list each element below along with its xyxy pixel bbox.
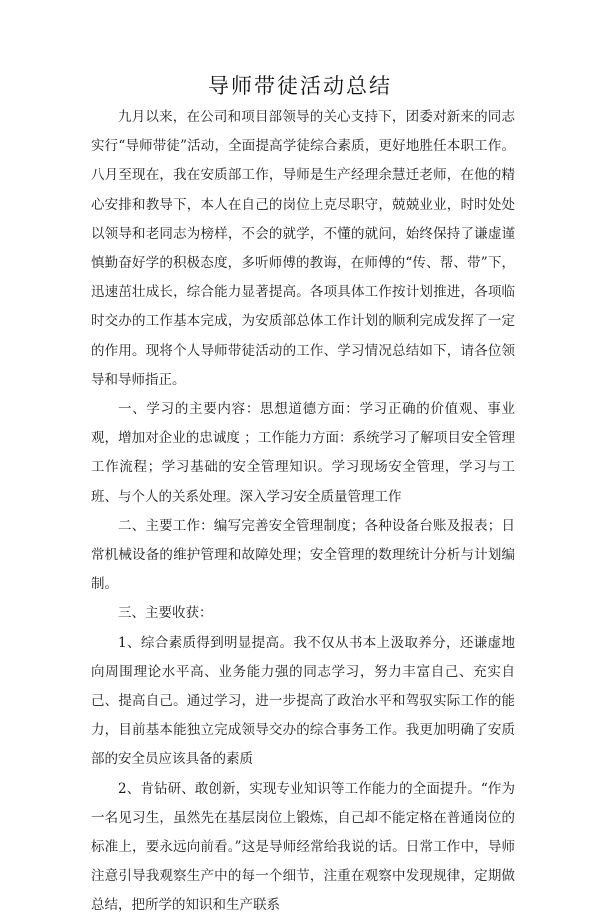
gain-2-paragraph: 2、肯钻研、敢创新，实现专业知识等工作能力的全面提升。“作为一名见习生，虽然先在基层岗位上锻炼，自己却不能定格在普通岗位的标准上，要永远向前看。”这是导师经常给我说的话。日常工作中，导师注意引导我观察生产中的每一个细节，注重在观察中发现规律，定期做总结，把所学的知识和生产联系 [91,780,515,914]
document-title: 导师带徒活动总结 [208,74,392,98]
main-work-paragraph: 二、主要工作：编写完善安全管理制度；各种设备台账及报表；日常机械设备的维护管理和故障处理；安全管理的数理统计分析与计划编制。 [91,517,515,593]
main-gains-heading: 三、主要收获： [118,605,213,622]
document-body [91,103,515,921]
gain-1-paragraph: 1、综合素质得到明显提高。我不仅从书本上汲取养分，还谦虚地向周围理论水平高、业务能力强的同志学习，努力丰富自己、充实自己、提高自己。通过学习，进一步提高了政治水平和驾驭实际工作的能力，目前基本能独立完成领导交办的综合事务工作。我更加明确了安质部的安全员应该具备的素质 [91,634,515,768]
intro-paragraph: 九月以来，在公司和项目部领导的关心支持下，团委对新来的同志实行“导师带徒”活动，全面提高学徒综合素质，更好地胜任本职工作。八月至现在，我在安质部工作，导师是生产经理余慧迁老师，在他的精心安排和教导下，本人在自己的岗位上克尽职守，兢兢业业，时时处处以领导和老同志为榜样，不会的就学，不懂的就问，始终保持了谦虚谨慎勤奋好学的积极态度，多听师傅的教诲，在师傅的“传、帮、带”下，迅速茁壮成长，综合能力显著提高。各项具体工作按计划推进，各项临时交办的工作基本完成，为安质部总体工作计划的顺利完成发挥了一定的作用。现将个人导师带徒活动的工作、学习情况总结如下，请各位领导和导师指正。 [91,109,515,388]
study-content-paragraph: 一、学习的主要内容：思想道德方面：学习正确的价值观、事业观，增加对企业的忠诚度 ；工作能力方面：系统学习了解项目安全管理工作流程；学习基础的安全管理知识。学习现场安全管理，学习与工班、与个人的关系处理。深入学习安全质量管理工作 [91,401,515,505]
